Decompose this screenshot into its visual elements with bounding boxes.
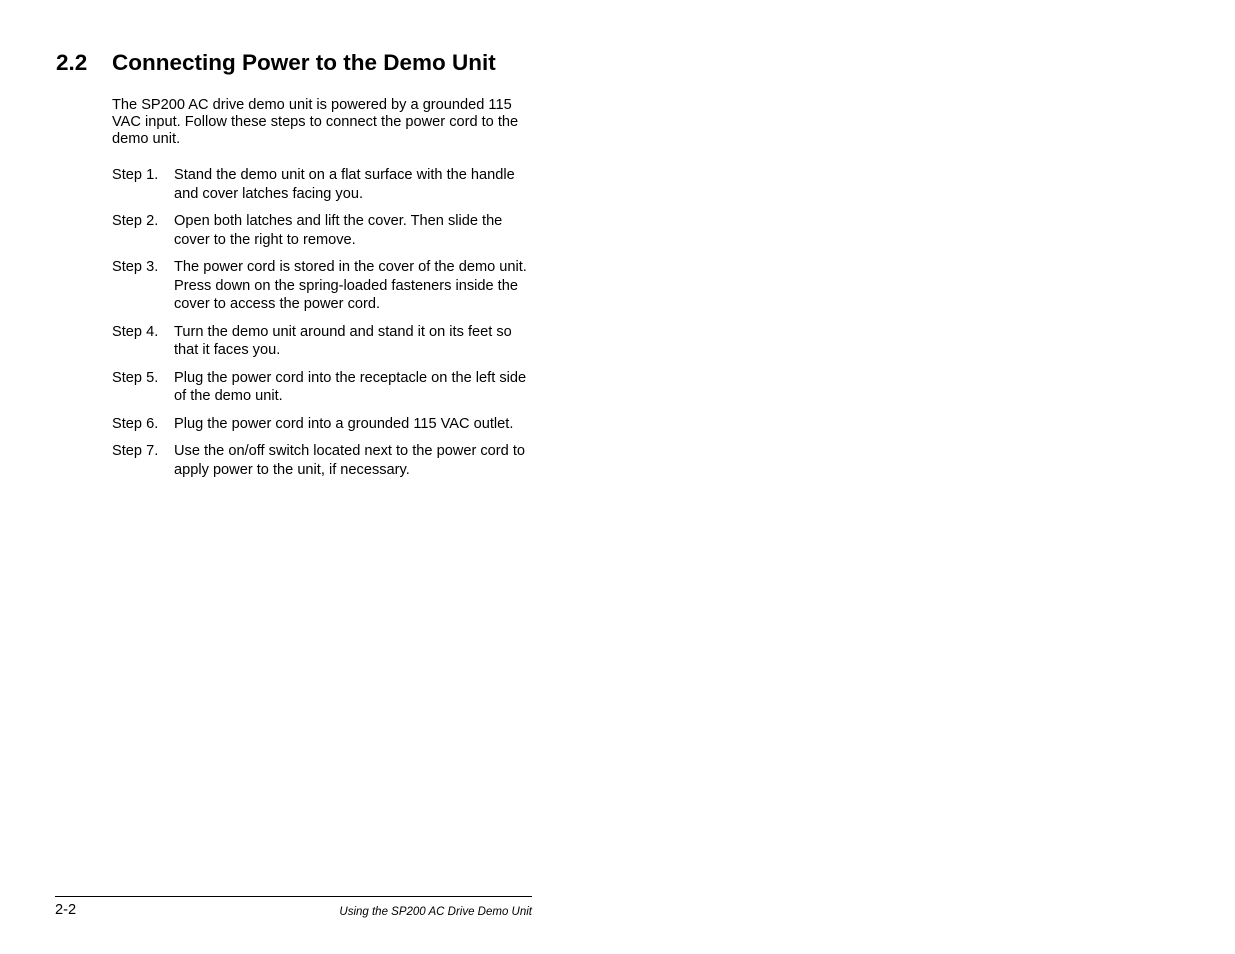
step-text: Turn the demo unit around and stand it on its feet so that it faces you. <box>174 323 512 358</box>
steps-list <box>112 166 537 488</box>
step-text: The power cord is stored in the cover of the demo unit. Press down on the spring-loaded fasteners inside the cover to access the power cord. <box>174 259 527 312</box>
step-label: Step 1. <box>112 167 159 183</box>
step-item <box>112 415 537 434</box>
running-title: Using the SP200 AC Drive Demo Unit <box>339 906 532 918</box>
step-label: Step 4. <box>112 323 159 340</box>
step-item <box>112 369 537 406</box>
step-item <box>112 166 537 203</box>
intro-paragraph: The SP200 AC drive demo unit is powered by a grounded 115 VAC input. Follow these steps to connect the power cord to the demo unit. <box>112 97 519 147</box>
section-heading <box>56 49 496 77</box>
step-item <box>112 323 537 360</box>
step-text: Plug the power cord into the receptacle on the left side of the demo unit. <box>174 369 527 404</box>
step-item <box>112 442 537 479</box>
step-text: Plug the power cord into a grounded 115 VAC outlet. <box>174 415 514 432</box>
step-item <box>112 258 537 314</box>
step-label: Step 3. <box>112 259 159 275</box>
section-title: Connecting Power to the Demo Unit <box>112 50 496 75</box>
step-label: Step 7. <box>112 443 159 459</box>
footer-divider <box>55 896 532 897</box>
page-number: 2-2 <box>55 902 77 918</box>
step-item <box>112 212 537 249</box>
step-text: Stand the demo unit on a flat surface with the handle and cover latches facing you. <box>174 167 515 202</box>
section-number: 2.2 <box>56 50 88 75</box>
step-text: Open both latches and lift the cover. Then slide the cover to the right to remove. <box>174 213 503 248</box>
step-label: Step 2. <box>112 213 159 229</box>
step-label: Step 6. <box>112 415 159 432</box>
step-text: Use the on/off switch located next to the power cord to apply power to the unit, if necessary. <box>174 443 525 478</box>
step-label: Step 5. <box>112 369 159 386</box>
